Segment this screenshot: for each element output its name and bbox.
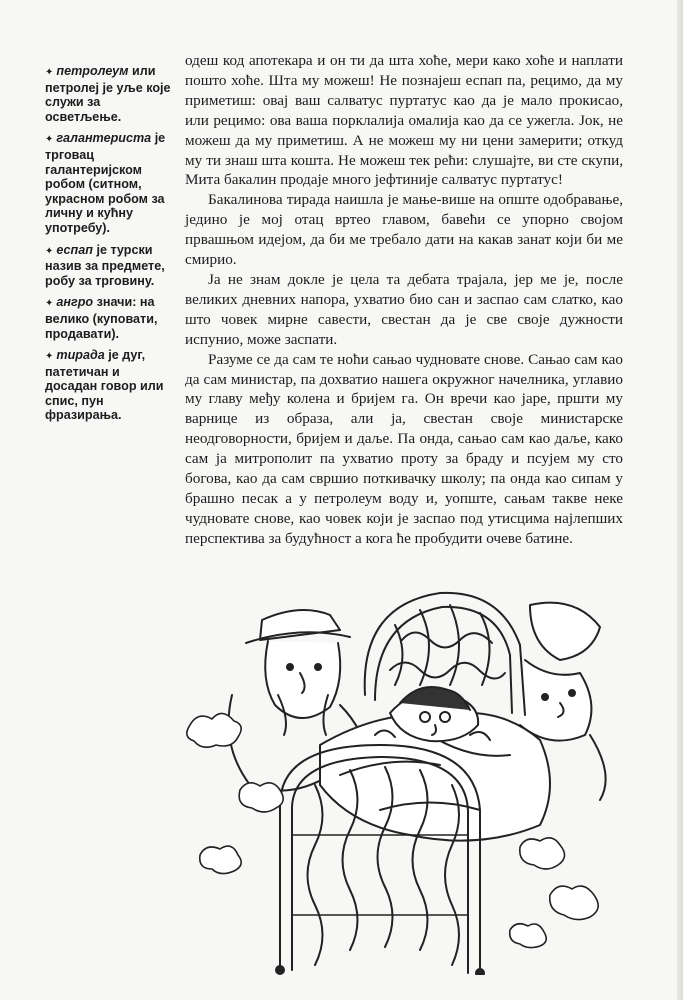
glossary-definition: значи: на велико (куповати, продавати). xyxy=(45,295,158,341)
paragraph: Разуме се да сам те ноћи сањао чудноватe снове. Сањао сам као да сам министар, па дохватио нашега окружног начелника, углавио му главу међу колена и бријем га. Он вречи као јаре, пршти му варнице из образа, али ја, свестан своје министарске неодговорности, бријем и даље. Па онда, сањао сам као даље, како сам ја митрополит па ухватио проту за браду и псујем му сто богова, као да сам свршио поткивачку школу; па онда као сипам у брашно песак а у петролеум воду и, уопште, сањам такве неке чудновате снове, као човек који је заспао под утисцима најлепших перспектива за будућност а кога ће пробудити очеве батине. xyxy=(185,350,623,547)
paragraph: Бакалинова тирада наишла је мање-више на опште одобравање, једино је мој отац вртео главом, бавећи се упорно својом првашњом идејом, да би ме требало дати на какав занат који би ме смирио. xyxy=(185,191,623,269)
glossary-sidebar xyxy=(45,64,175,430)
diamond-bullet-icon: ✦ xyxy=(45,298,54,310)
glossary-item xyxy=(45,243,175,289)
story-text xyxy=(185,51,623,549)
glossary-term: петролеум xyxy=(56,64,129,78)
glossary-item xyxy=(45,131,175,235)
glossary-definition: је дуг, патетичан и досадан говор или спис, пун фразирања. xyxy=(45,348,164,423)
glossary-term: тирада xyxy=(56,348,105,363)
glossary-definition: је трговац галантеријском робом (ситном, украсном робом за личну и кућну употребу). xyxy=(45,131,166,235)
paragraph: одеш код апотекара и он ти да шта хоће, мери како хоће и наплати пошто хоће. Шта му можеш! Не познаjеш еспап па, рецимо, да му приметиш: овај ваш салватус пуртатус као да је мало прокисао, или рецимо: ова ваша порклалија омалија као да се ужегла. Јок, не можеш да му приметиш. А не можеш му ни цени замерити; откуд му ти знаш шта кошта. Не можеш тек рећи: слушајте, ви сте скупи, Мита бакалин продаје много јефтиније салватус пуртатус! xyxy=(185,52,623,189)
sleeping-boy-bed-illustration xyxy=(180,585,625,975)
diamond-bullet-icon: ✦ xyxy=(45,245,54,257)
paragraph: Ја не знам докле је цела та дебата трајала, јер ме је, после великих дневних напора, ухватио био сан и заспао сам слатко, као што човек мирне савести, свестан да је све своје дужности испунио, може заспати. xyxy=(185,270,623,348)
glossary-definition: је турски назив за предмете, робу за трговину. xyxy=(45,242,165,288)
glossary-item xyxy=(45,64,175,124)
glossary-term: галантериста xyxy=(56,131,152,146)
glossary-term: ангро xyxy=(56,295,94,310)
glossary-definition: или петролеј је уље које служи за осветљење. xyxy=(45,64,171,124)
glossary-item xyxy=(45,295,175,341)
diamond-bullet-icon: ✦ xyxy=(45,67,54,78)
diamond-bullet-icon: ✦ xyxy=(45,134,54,146)
diamond-bullet-icon: ✦ xyxy=(45,351,54,363)
glossary-term: еспап xyxy=(56,242,93,257)
glossary-item xyxy=(45,348,175,423)
page-edge xyxy=(677,0,683,1000)
